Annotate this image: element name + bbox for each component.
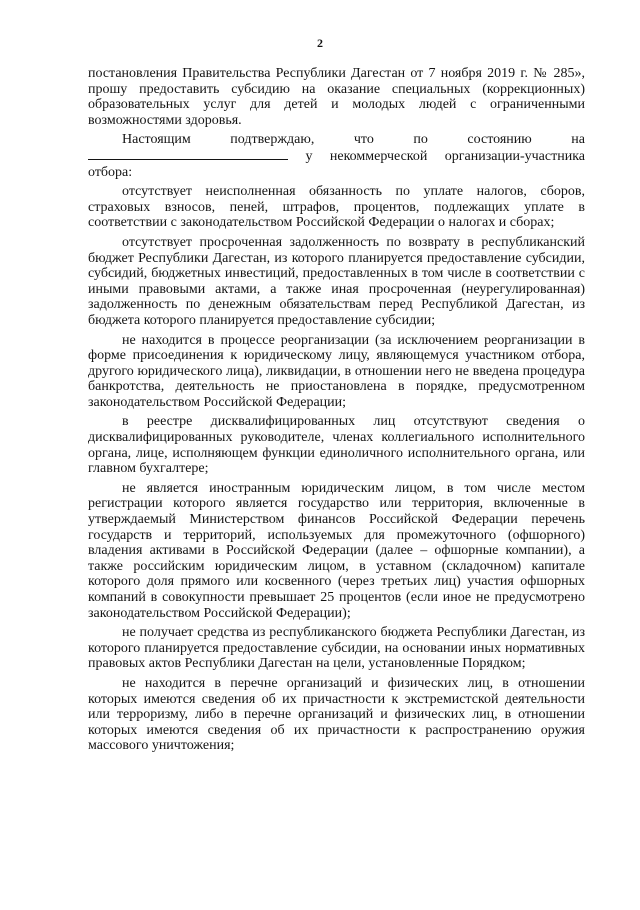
paragraph-budget-funds: не получает средства из республиканского бюджета Республики Дагестан, из которого планируется предоставление субсидии, на основании иных нормативных правовых актов Республики Дагестан на цели, установленные Порядком; [88, 625, 585, 672]
confirm-tail: у некоммерческой организации-участника отбора: [88, 148, 586, 180]
paragraph-foreign-entity: не является иностранным юридическим лицом, в том числе местом регистрации которого является государство или территория, включенные в утверждаемый Министерством финансов Российской Федерации перечень государств и территорий, используемых для промежуточного (офшорного) владения активами в Российской Федерации (далее – офшорные компании), а также российским юридическим лицом, в уставном (складочном) капитале которого доля прямого или косвенного (через третьих лиц) участия офшорных компаний в совокупности превышает 25 процентов (если иное не предусмотрено законодательством Российской Федерации); [88, 480, 585, 621]
paragraph-confirm [88, 132, 585, 180]
page-number: 2 [317, 36, 323, 50]
date-blank-line [88, 148, 288, 160]
document-body [88, 66, 585, 758]
confirm-lead: Настоящим подтверждаю, что по состоянию на [122, 132, 585, 148]
paragraph-debt: отсутствует просроченная задолженность по возврату в республиканский бюджет Республики Дагестан, из которого планируется предоставление субсидии, субсидий, бюджетных инвестиций, предоставленных в том числе в соответствии с иными правовыми актами, а также иная просроченная (неурегулированная) задолженность по денежным обязательствам перед Республикой Дагестан, из бюджета которого планируется предоставление субсидии; [88, 234, 585, 328]
paragraph-taxes: отсутствует неисполненная обязанность по уплате налогов, сборов, страховых взносов, пеней, штрафов, процентов, подлежащих уплате в соответствии с законодательством Российской Федерации о налогах и сборах; [88, 184, 585, 231]
paragraph-intro: постановления Правительства Республики Дагестан от 7 ноября 2019 г. № 285», прошу предоставить субсидию на оказание специальных (коррекционных) образовательных услуг для детей и молодых людей с ограниченными возможностями здоровья. [88, 66, 585, 128]
paragraph-disqualified: в реестре дисквалифицированных лиц отсутствуют сведения о дисквалифицированных руководителе, членах коллегиального исполнительного органа, лице, исполняющем функции единоличного исполнительного органа, или главном бухгалтере; [88, 414, 585, 477]
paragraph-extremism-list: не находится в перечне организаций и физических лиц, в отношении которых имеются сведения об их причастности к экстремистской деятельности или терроризму, либо в перечне организаций и физических лиц, в отношении которых имеются сведения об их причастности к распространению оружия массового уничтожения; [88, 675, 585, 754]
paragraph-reorganization: не находится в процессе реорганизации (за исключением реорганизации в форме присоединения к юридическому лицу, являющемуся участником отбора, другого юридического лица), ликвидации, в отношении него не введена процедура банкротства, деятельность не приостановлена в порядке, предусмотренном законодательством Российской Федерации; [88, 332, 585, 410]
